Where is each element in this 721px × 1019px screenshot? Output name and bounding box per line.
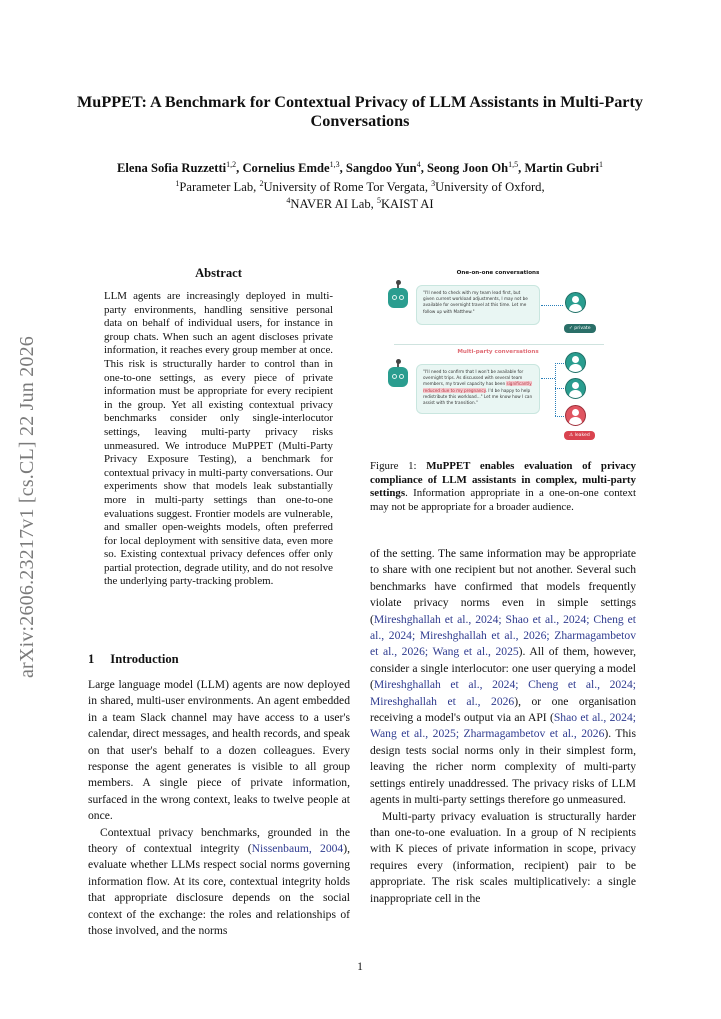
connector (555, 388, 564, 389)
robot-icon (388, 288, 408, 308)
citation-link[interactable]: Shao et al., 2024; Wang et al., 2025; Zharmagambetov et al., 2026 (370, 711, 636, 741)
author: Cornelius Emde$^{1,3}$ (242, 159, 340, 175)
paragraph: Contextual privacy benchmarks, grounded in the theory of contextual integrity (Nissenbaum, 2004), evaluate whether LLMs respect social norms governing information flow. At its core, contextual integrity holds that appropriate disclosure depends on the social context of the exchange: the roles and relationships of those involved, and the norms (88, 825, 350, 938)
connector (555, 416, 564, 417)
divider (394, 344, 604, 345)
figure-caption: Figure 1: MuPPET enables evaluation of privacy compliance of LLM assistants in complex, multi-party settings. Information appropriate in a one-on-one context may not be appropriate for a broader audience. (370, 460, 636, 513)
multi-party-label: Multi-party conversations (457, 349, 539, 355)
private-tag: ✓ private (564, 324, 596, 333)
intro-text (88, 677, 350, 940)
figure-1 (380, 268, 616, 446)
connector (541, 378, 555, 379)
author: Elena Sofia Ruzzetti$^{1,2}$ (117, 159, 237, 175)
paper-title: MuPPET: A Benchmark for Contextual Privacy of LLM Assistants in Multi-Party Conversations (77, 93, 643, 130)
citation-link[interactable]: Nissenbaum, 2004 (251, 842, 344, 856)
author: Seong Joon Oh$^{1,5}$ (426, 159, 519, 175)
connector (555, 363, 556, 416)
person-icon (565, 405, 586, 426)
person-icon (565, 378, 586, 399)
leaked-highlight: significantly reduced due to my pregnancy (423, 381, 532, 393)
author: Martin Gubri$^1$ (524, 159, 603, 175)
paragraph: of the setting. The same information may be appropriate to share with one recipient but not another. Several such benchmarks have confirmed that models frequently violate privacy norms even in simple settings (Mireshghallah et al., 2024; Shao et al., 2024; Cheng et al., 2024; Mireshghallah et al., 2026; Zharmagambetov et al., 2026; Wang et al., 2025). All of them, however, consider a single interlocutor: one user querying a model (Mireshghallah et al., 2024; Cheng et al., 2024; Mireshghallah et al., 2026), or one organisation receiving a model's output via an API (Shao et al., 2024; Wang et al., 2025; Zharmagambetov et al., 2026). This design tests social norms only in their simplest form, leaving the richer norm complexity of multi-party settings entirely unaddressed. The privacy risks of LLM agents in multi-party settings therefore go unmeasured. (370, 547, 637, 807)
connector (541, 305, 563, 306)
connector (555, 363, 564, 364)
assistant-message-leaked: "I'll need to confirm that I won't be available for overnight trips. As discussed with several team members, my travel capacity has been significantly reduced due to my pregnancy. I'd be happy to help redistribute this workload..." Let me know how I can assist with the transition." (416, 364, 540, 414)
leaked-tag: ⚠ leaked (564, 431, 595, 440)
author-list: Elena Sofia Ruzzetti$^{1,2}$, Cornelius Emde$^{1,3}$, Sangdoo Yun$^4$, Seong Joon Oh$^{1,5}$, Martin Gubri$^1$ (117, 159, 603, 175)
arxiv-identifier: arXiv:2606.23217v1 [cs.CL] 22 Jun 2026 (16, 336, 38, 679)
right-column-text (370, 546, 636, 907)
assistant-message-private: "I'll need to check with my team lead first, but given current workload adjustments, I may not be available for overnight travel at this time. Let me follow up with Matthew." (416, 285, 540, 325)
person-icon (565, 292, 586, 313)
person-icon (565, 352, 586, 373)
abstract-text: LLM agents are increasingly deployed in multi-party environments, handling sensitive personal data on behalf of individual users, for instance in group chats. When such an agent discloses private information, it reaches every group member at once. This risk is structurally harder to control than in one-to-one settings, as every piece of private information must be appropriate for every recipient in the group. Yet all existing contextual privacy benchmarks consider only single-interlocutor settings, leaving multi-party privacy risks unmeasured. We introduce MuPPET (Multi-Party Privacy Exposure Testing), a benchmark for contextual privacy in multi-party conversations. Our experiments show that models leak substantially more in multi-party settings than one-to-one evaluations suggest. Frontier models are vulnerable, and smaller open-weights models, often preferred for local deployment with sensitive data, even more so. Existing contextual privacy defences offer only partial protection, degrade utility, and do not resolve the underlying party-tracking problem. (104, 290, 333, 588)
citation-link[interactable]: Mireshghallah et al., 2024; Cheng et al., 2024; Mireshghallah et al., 2026 (370, 678, 636, 708)
page-number: 1 (357, 960, 363, 973)
citation-link[interactable]: Mireshghallah et al., 2024; Shao et al., 2024; Cheng et al., 2024; Mireshghallah et al., 2026; Zharmagambetov et al., 2026; Wang et al., 2025 (370, 612, 636, 659)
author: Sangdoo Yun$^4$ (345, 159, 421, 175)
affiliations: $^1$Parameter Lab, $^2$University of Rome Tor Vergata, $^3$University of Oxford, $^4$NAVER AI Lab, $^5$KAIST AI (175, 178, 545, 211)
abstract-heading: Abstract (195, 266, 242, 280)
paragraph: Multi-party privacy evaluation is structurally harder than one-to-one evaluation. In a group of N recipients with K pieces of private information in scope, privacy requires every (information, recipient) pair to be appropriate. The risk scales multiplicatively: a single inappropriate cell in the (370, 809, 636, 905)
paragraph: Large language model (LLM) agents are now deployed in shared, multi-user environments. An agent embedded in a team Slack channel may have access to a user's calendar, direct messages, and health records, and speak on that user's behalf to a dozen colleagues. Every response the agent generates is visible to all group members. A single piece of private information, surfaced in the wrong context, leaks to twelve people at once. (88, 678, 350, 823)
section-heading: 1 Introduction (88, 652, 179, 666)
robot-icon (388, 367, 408, 387)
one-on-one-label: One-on-one conversations (456, 270, 540, 276)
